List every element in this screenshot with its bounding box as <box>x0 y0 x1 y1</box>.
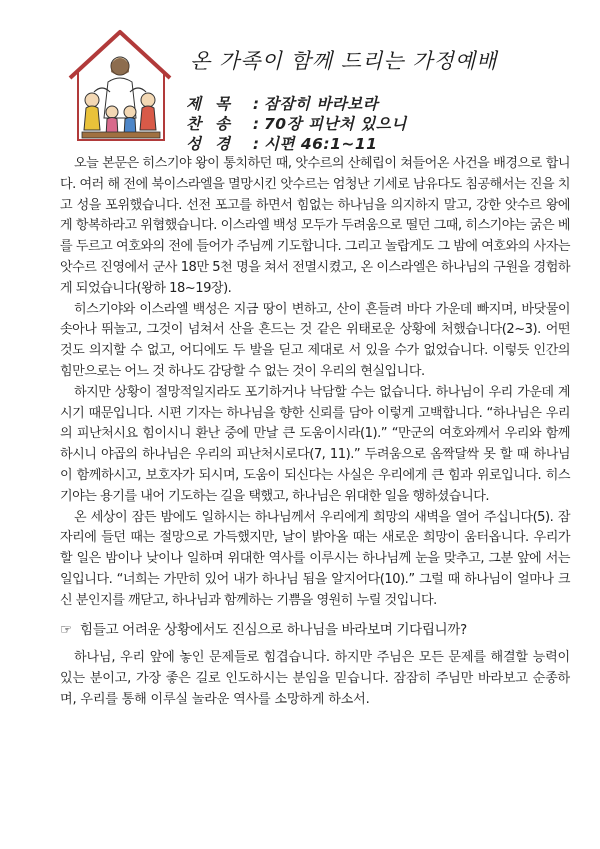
closing-prayer: 하나님, 우리 앞에 놓인 문제들로 힘겹습니다. 하지만 주님은 모든 문제를 해결할 능력이 있는 분이고, 가장 좋은 길로 인도하시는 분임을 믿습니다. 잠잠히 주님만 바라보고 순종하며, 우리를 통해 이루실 놀라운 역사를 소망하게 하소서. <box>60 650 570 707</box>
body-paragraph: 하지만 상황이 절망적일지라도 포기하거나 낙담할 수는 없습니다. 하나님이 우리 가운데 계시기 때문입니다. 시편 기자는 하나님을 향한 신뢰를 담아 이렇게 고백합니다. “하나님은 우리의 피난처시요 힘이시니 환난 중에 만날 큰 도움이시라(1).” “만군의 여호와께서 우리와 함께 하시니 야곱의 하나님은 우리의 피난처시로다(7, 11).” 두려움으로 옴짝달싹 못 할 때 하나님이 함께하시고, 보호자가 되시며, 도움이 되신다는 사실은 우리에게 큰 힘과 위로입니다. 히스기야는 용기를 내어 기도하는 길을 택했고, 하나님은 위대한 일을 행하셨습니다. <box>60 384 570 504</box>
reflection-question-text: 힘들고 어려운 상황에서도 진심으로 하나님을 바라보며 기다립니까? <box>80 621 467 638</box>
meta-scripture <box>186 132 586 154</box>
house-family-icon <box>64 26 176 146</box>
meta-value-scripture: 시편 46:1~11 <box>264 135 378 153</box>
reflection-question <box>60 620 570 641</box>
meta-label-scripture: 성경 <box>186 135 244 153</box>
meta-value-hymn: 70장 피난처 있으니 <box>264 115 407 133</box>
family-worship-illustration <box>64 26 176 146</box>
body-paragraph: 온 세상이 잠든 밤에도 일하시는 하나님께서 우리에게 희망의 새벽을 열어 주십니다(5). 잠자리에 들던 때는 절망으로 가득했지만, 날이 밝아올 때는 새로운 희망이 움터옵니다. 우리가 할 일은 밤이나 낮이나 일하며 위대한 역사를 이루시는 하나님께 눈을 맞추고, 그분 앞에 서는 일입니다. “너희는 가만히 있어 내가 하나님 됨을 알지어다(10).” 그럴 때 하나님이 얼마나 크신 분인지를 깨닫고, 하나님과 함께하는 기쁨을 영원히 누릴 것입니다. <box>60 509 570 608</box>
meta-label-title: 제목 <box>186 95 244 113</box>
sermon-body <box>60 154 570 711</box>
meta-separator: : <box>252 115 260 133</box>
meta-label-hymn: 찬송 <box>186 115 244 133</box>
meta-sermon-title <box>186 92 586 114</box>
body-paragraph: 오늘 본문은 히스기야 왕이 통치하던 때, 앗수르의 산헤립이 쳐들어온 사건을 배경으로 합니다. 여러 해 전에 북이스라엘을 멸망시킨 앗수르는 엄청난 기세로 남유다도 침공해서는 진을 치고 성을 포위했습니다. 선전 포고를 하면서 힘없는 하나님을 의지하지 말고, 강한 앗수르 왕에게 항복하라고 위협했습니다. 이스라엘 백성 모두가 두려움으로 떨던 그때, 히스기야는 굵은 베를 두르고 여호와의 전에 들어가 주님께 기도합니다. 그리고 놀랍게도 그 밤에 여호와의 사자는 앗수르 진영에서 군사 18만 5천 명을 쳐서 전멸시켰고, 온 이스라엘은 하나님의 구원을 경험하게 되었습니다(왕하 18~19장). <box>60 156 570 296</box>
pointing-hand-icon: ☞ <box>60 621 72 638</box>
meta-hymn <box>186 112 586 134</box>
meta-value-title: 잠잠히 바라보라 <box>264 95 379 113</box>
body-paragraph: 히스기야와 이스라엘 백성은 지금 땅이 변하고, 산이 흔들려 바다 가운데 빠지며, 바닷물이 솟아나 뛰놀고, 그것이 넘쳐서 산을 흔드는 것 같은 위태로운 상황에 처했습니다(2~3). 어떤 것도 의지할 수 없고, 어디에도 두 발을 딛고 제대로 서 있을 수가 없었습니다. 이렇듯 인간의 힘만으로는 어느 것 하나도 감당할 수 없는 것이 우리의 현실입니다. <box>60 301 570 379</box>
meta-separator: : <box>252 135 260 153</box>
meta-separator: : <box>252 95 260 113</box>
page-title: 온 가족이 함께 드리는 가정예배 <box>190 49 498 73</box>
